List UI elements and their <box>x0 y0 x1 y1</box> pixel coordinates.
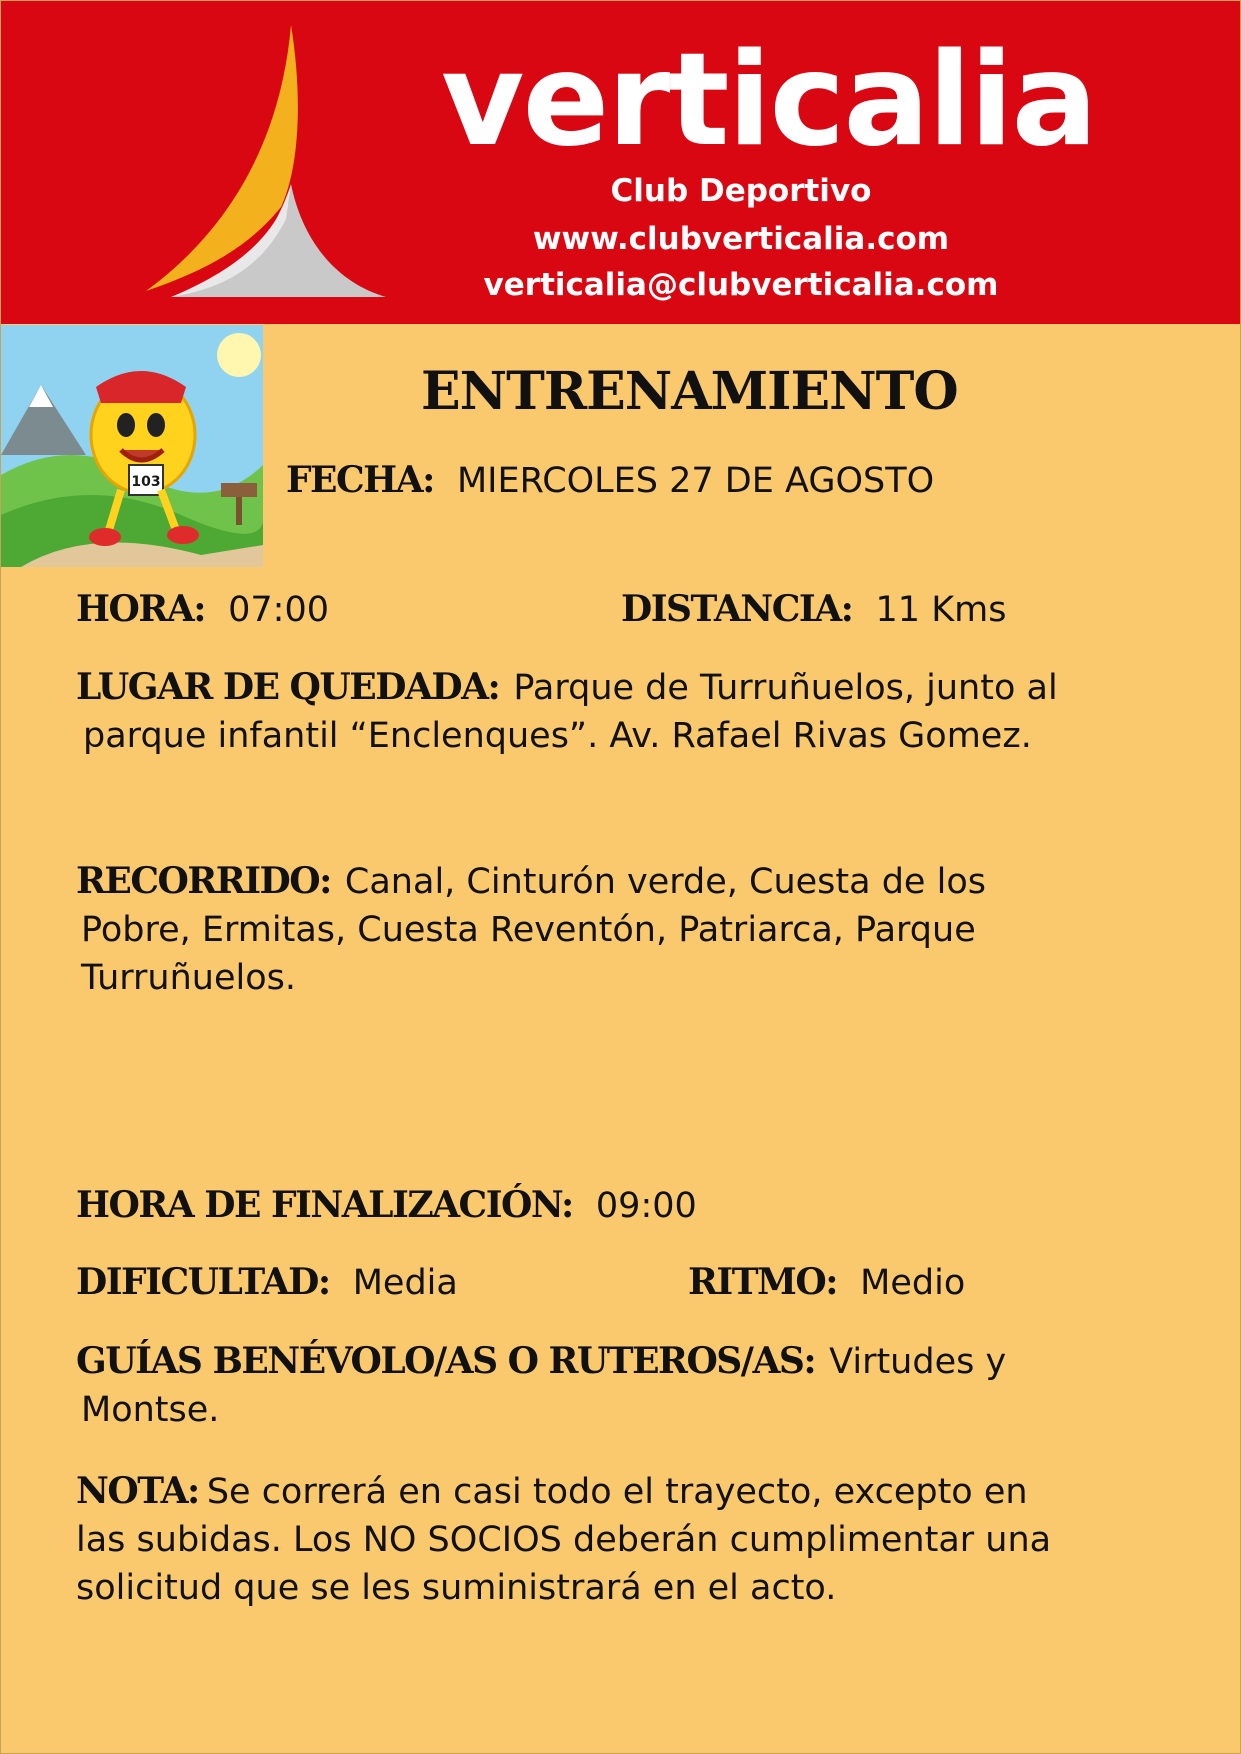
recorrido-line-1: Canal, Cinturón verde, Cuesta de los <box>344 862 986 902</box>
club-subtitle: Club Deportivo <box>610 173 872 209</box>
ritmo-label: RITMO: <box>688 1261 838 1303</box>
recorrido-line-3: Turruñuelos. <box>81 958 296 998</box>
lugar-line-2: parque infantil “Enclenques”. Av. Rafael Rivas Gomez. <box>83 716 1032 756</box>
recorrido-label: RECORRIDO: <box>76 860 331 902</box>
finalizacion-row <box>76 1184 697 1226</box>
guias-line-2: Montse. <box>81 1390 220 1430</box>
hora-row <box>76 588 329 630</box>
hora-value: 07:00 <box>228 590 329 630</box>
nota-paragraph <box>76 1467 1176 1612</box>
bib-number: 103 <box>131 474 161 490</box>
finalizacion-label: HORA DE FINALIZACIÓN: <box>76 1184 573 1226</box>
fecha-value: MIERCOLES 27 DE AGOSTO <box>456 461 935 501</box>
lugar-label: LUGAR DE QUEDADA: <box>76 666 500 708</box>
dificultad-row <box>76 1261 458 1303</box>
page-title: ENTRENAMIENTO <box>421 361 958 422</box>
distancia-label: DISTANCIA: <box>621 588 853 630</box>
finalizacion-value: 09:00 <box>595 1186 697 1226</box>
running-lemon-mascot-icon <box>1 325 263 567</box>
distancia-row <box>621 588 1006 630</box>
hora-label: HORA: <box>76 588 206 630</box>
ritmo-row <box>688 1261 965 1303</box>
guias-paragraph <box>76 1337 1176 1434</box>
nota-label: NOTA: <box>76 1470 199 1512</box>
email-link[interactable]: verticalia@clubverticalia.com <box>483 267 999 303</box>
fecha-label: FECHA: <box>286 459 434 501</box>
dificultad-label: DIFICULTAD: <box>76 1261 330 1303</box>
nota-line-2: las subidas. Los NO SOCIOS deberán cumplimentar una <box>76 1520 1052 1560</box>
lugar-line-1: Parque de Turruñuelos, junto al <box>513 668 1058 708</box>
recorrido-line-2: Pobre, Ermitas, Cuesta Reventón, Patriarca, Parque <box>81 910 976 950</box>
recorrido-paragraph <box>76 857 1176 1002</box>
nota-line-3: solicitud que se les suministrará en el acto. <box>76 1568 837 1608</box>
guias-label: GUÍAS BENÉVOLO/AS O RUTEROS/AS: <box>76 1340 816 1382</box>
website-link[interactable]: www.clubverticalia.com <box>532 221 950 257</box>
header-banner <box>1 1 1240 324</box>
ritmo-value: Medio <box>860 1263 966 1303</box>
verticalia-logo-icon <box>141 19 391 309</box>
fecha-row <box>286 459 934 501</box>
brand-name: verticalia <box>441 26 1096 175</box>
guias-line-1: Virtudes y <box>829 1342 1007 1382</box>
dificultad-value: Media <box>352 1263 458 1303</box>
nota-line-1: Se correrá en casi todo el trayecto, excepto en <box>206 1472 1028 1512</box>
lugar-paragraph <box>76 663 1176 760</box>
distancia-value: 11 Kms <box>875 590 1007 630</box>
